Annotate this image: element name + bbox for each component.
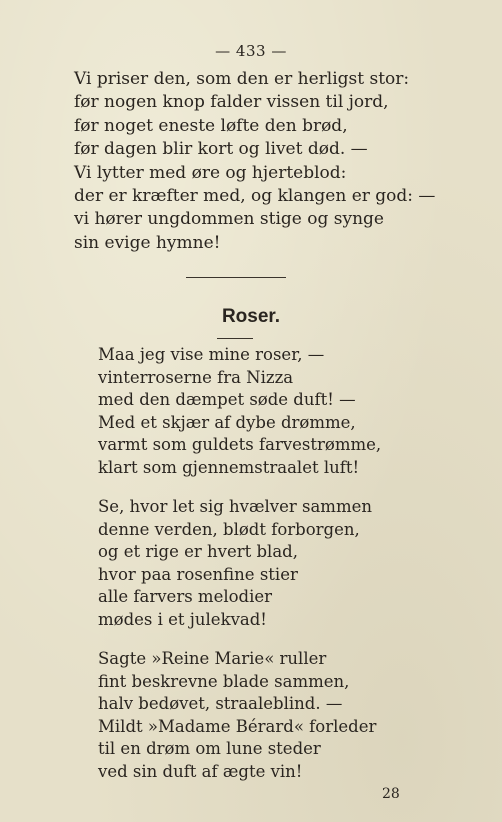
verse-line: og et rige er hvert blad, xyxy=(98,542,298,562)
poem-title: Roser. xyxy=(221,306,281,327)
verse-line: Mildt »Madame Bérard« forleder xyxy=(98,716,377,736)
verse-line: halv bedøvet, straaleblind. — xyxy=(98,694,343,714)
verse-line: til en drøm om lune steder xyxy=(98,739,321,759)
verse-line: før nogen knop falder vissen til jord, xyxy=(74,92,389,113)
poem-stanza-2 xyxy=(98,496,372,632)
verse-line: vi hører ungdommen stige og synge xyxy=(74,209,384,230)
verse-line: ved sin duft af ægte vin! xyxy=(98,761,303,781)
verse-line: Maa jeg vise mine roser, — xyxy=(98,345,325,364)
verse-line: Sagte »Reine Marie« ruller xyxy=(98,649,327,668)
signature-mark: 28 xyxy=(382,786,400,802)
title-underline xyxy=(217,338,253,339)
page-number-header: — 433 — xyxy=(215,42,287,60)
verse-line: alle farvers melodier xyxy=(98,587,273,607)
verse-line: før dagen blir kort og livet død. — xyxy=(74,139,368,160)
verse-line: før noget eneste løfte den brød, xyxy=(74,115,348,136)
poem-stanza-1 xyxy=(98,344,381,480)
verse-line: Vi lytter med øre og hjerteblod: xyxy=(74,162,347,183)
verse-line: varmt som guldets farvestrømme, xyxy=(98,435,382,455)
verse-line: mødes i et julekvad! xyxy=(98,609,267,629)
verse-line: Med et skjær af dybe drømme, xyxy=(98,412,356,432)
section-divider xyxy=(186,277,286,278)
verse-line: Vi priser den, som den er herligst stor: xyxy=(74,69,410,89)
verse-line: fint beskrevne blade sammen, xyxy=(98,671,350,691)
verse-line: sin evige hymne! xyxy=(74,232,221,253)
verse-line: denne verden, blødt forborgen, xyxy=(98,519,360,539)
verse-line: vinterroserne fra Nizza xyxy=(98,367,294,387)
verse-line: klart som gjennemstraalet luft! xyxy=(98,457,360,477)
verse-line: hvor paa rosenfine stier xyxy=(98,564,298,584)
verse-line: der er kræfter med, og klangen er god: — xyxy=(74,186,436,207)
poem-stanza-3 xyxy=(98,648,376,784)
verse-line: Se, hvor let sig hvælver sammen xyxy=(98,497,372,516)
verse-line: med den dæmpet søde duft! — xyxy=(98,390,356,410)
intro-stanza xyxy=(74,68,435,255)
